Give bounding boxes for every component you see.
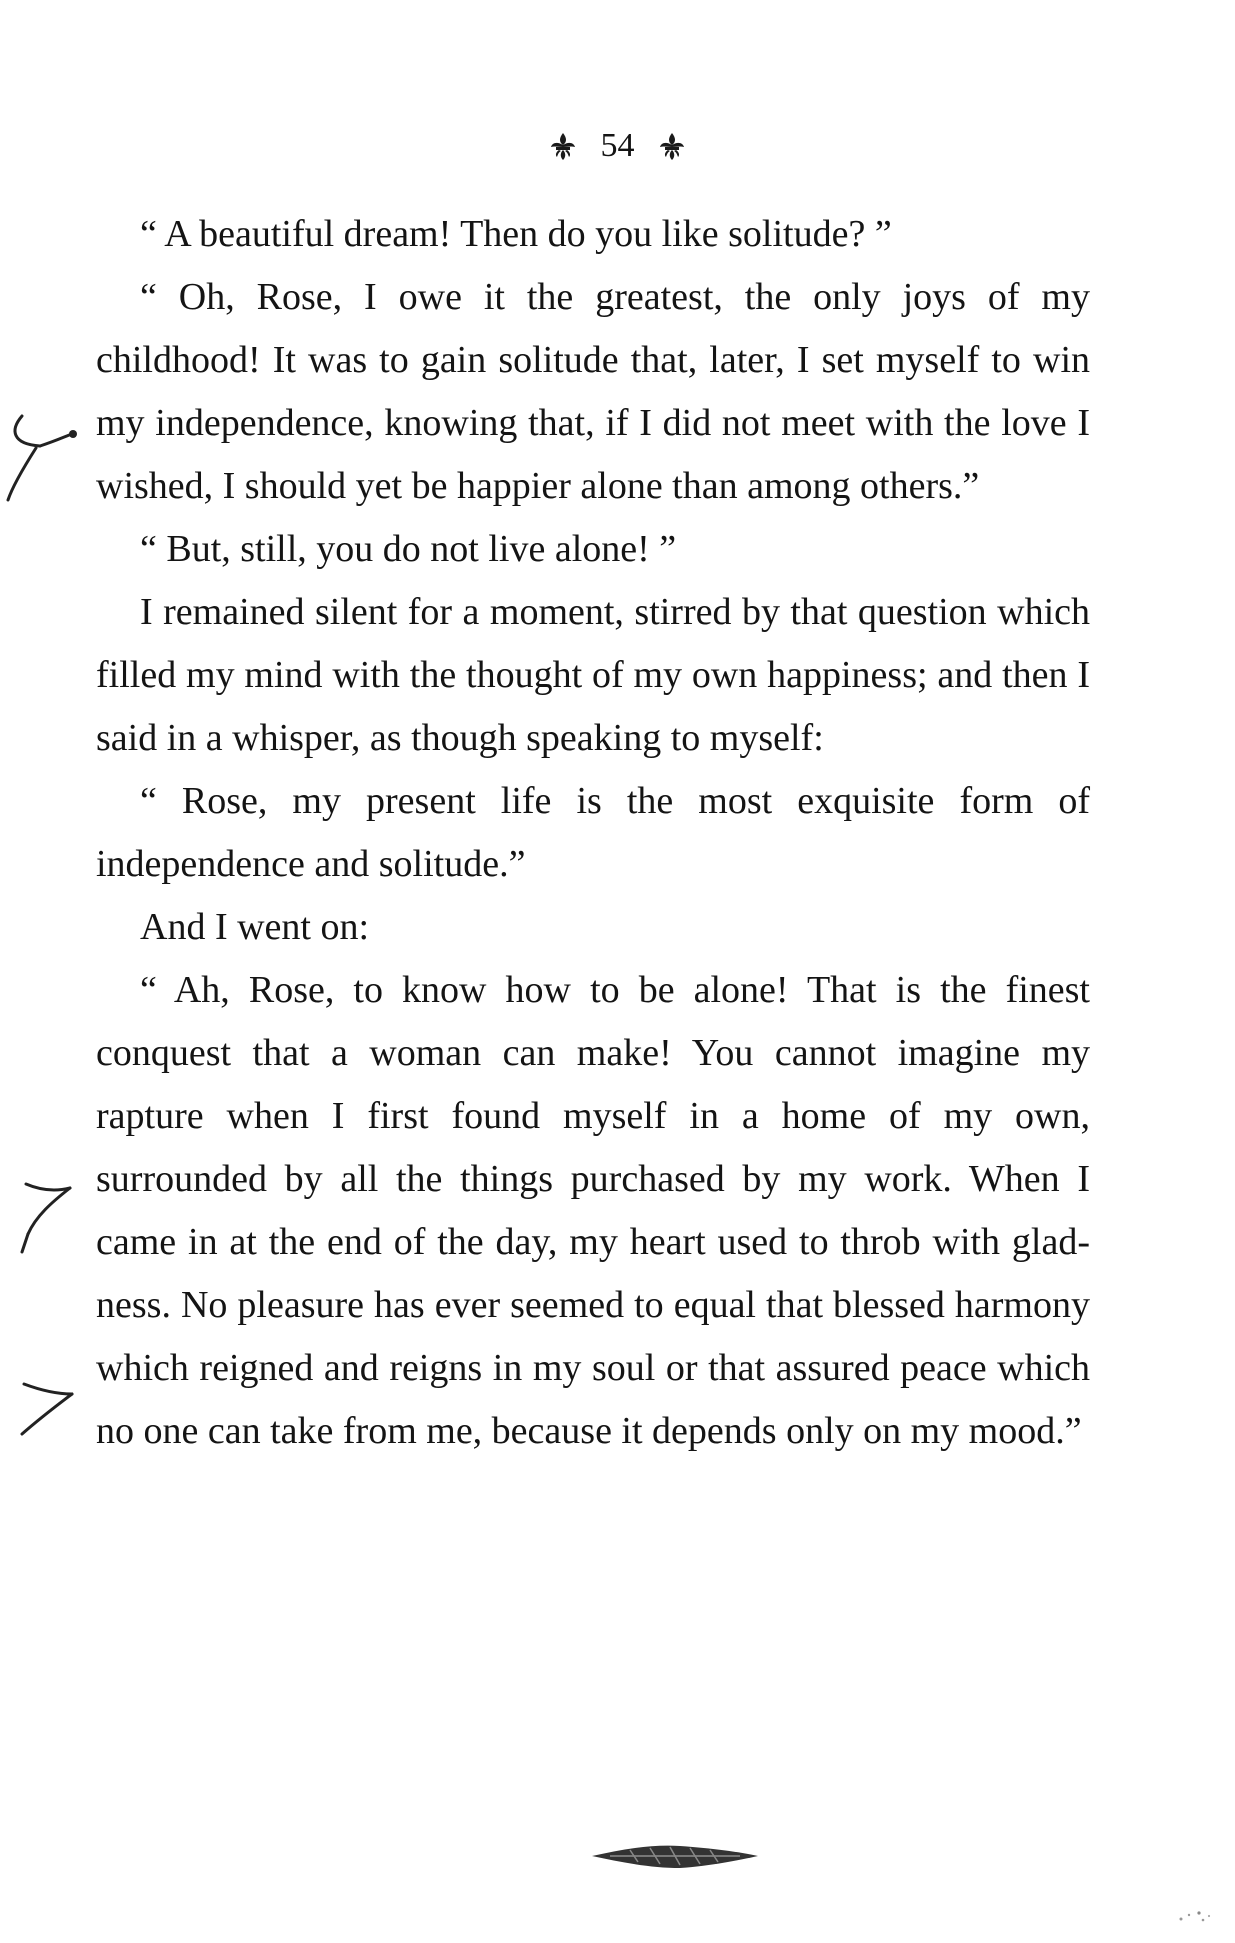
paragraph: “ Oh, Rose, I owe it the greatest, the only joys of my childhood! It was to gain solitude that, later, I set myself to win my independence, knowing that, if I did not meet with the love I wished, I should yet be happier alone than among others.”	[96, 276, 1090, 507]
paragraph: “ Rose, my present life is the most exquisite form of independence and solitude.”	[96, 780, 1090, 885]
pencil-check-mark	[0, 1362, 80, 1472]
paragraph: I remained silent for a moment, stirred by that question which filled my mind with the thought of my own happiness; and then I said in a whisper, as though speaking to myself:	[96, 591, 1090, 759]
paragraph: “ But, still, you do not live alone! ”	[140, 528, 677, 570]
pencil-check-mark	[0, 400, 80, 510]
paragraph: And I went on:	[140, 906, 370, 948]
page-header	[0, 124, 1235, 166]
pencil-check-mark	[0, 1162, 80, 1272]
paragraph: “ A beautiful dream! Then do you like solitude? ”	[140, 213, 892, 255]
paragraph: “ Ah, Rose, to know how to be alone! That is the finest conquest that a woman can make! You cannot imagine my rapture when I first found myself in a home of my own, surrounded by all the things purchased by my work. When I came in at the end of the day, my heart used to throb with gladness. No pleasure has ever seemed to equal that blessed harmony which reigned and reigns in my soul or that assured peace which no one can take from me, because it depends only on my mood.”	[96, 969, 1090, 1452]
fleuron-icon	[548, 130, 578, 162]
fleuron-icon	[657, 130, 687, 162]
paper-speck	[1175, 1905, 1215, 1929]
tailpiece-ornament	[590, 1838, 760, 1874]
page-body	[96, 203, 1090, 1463]
page-number: 54	[600, 127, 635, 165]
